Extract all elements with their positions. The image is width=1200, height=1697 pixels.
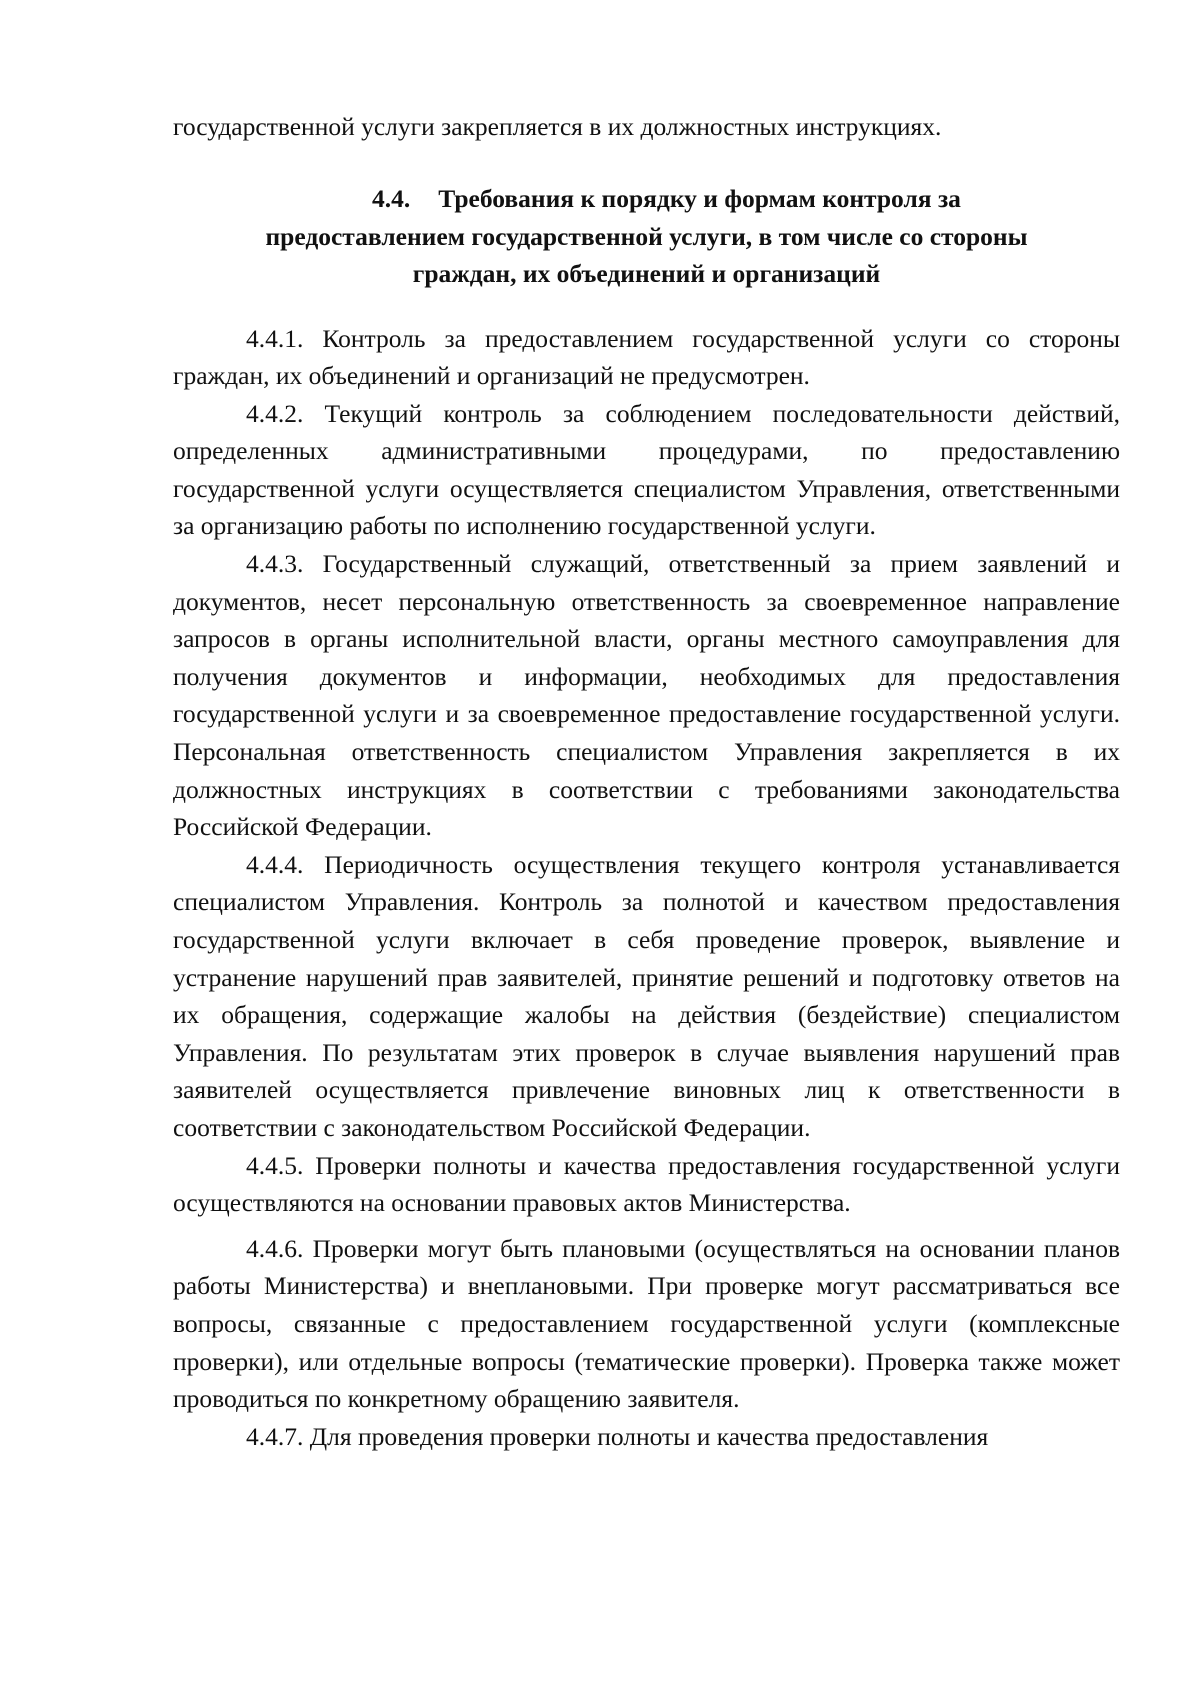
paragraph-4-4-6: 4.4.6. Проверки могут быть плановыми (осуществляться на основании планов работы Министерства) и внеплановыми. При проверке могут рассматриваться все вопросы, связанные с предоставлением государственной услуги (комплексные проверки), или отдельные вопросы (тематические проверки). Проверка также может проводиться по конкретному обращению заявителя. [173, 1233, 1120, 1414]
heading-line-2: предоставлением государственной услуги, в том числе со стороны [265, 221, 1028, 251]
heading-line-1 [173, 180, 1120, 218]
paragraph-4-4-4: 4.4.4. Периодичность осуществления текущего контроля устанавливается специалистом Управления. Контроль за полнотой и качеством предоставления государственной услуги включает в себя проведение проверок, выявление и устранение нарушений прав заявителей, принятие решений и подготовку ответов на их обращения, содержащие жалобы на действия (бездействие) специалистом Управления. По результатам этих проверок в случае выявления нарушений прав заявителей осуществляется привлечение виновных лиц к ответственности в соответствии с законодательством Российской Федерации. [173, 849, 1120, 1142]
heading-text-1: Требования к порядку и формам контроля за [438, 184, 961, 213]
paragraph-4-4-7: 4.4.7. Для проведения проверки полноты и качества предоставления [246, 1421, 989, 1451]
section-heading [173, 180, 1120, 293]
paragraph-4-4-3: 4.4.3. Государственный служащий, ответственный за прием заявлений и документов, несет персональную ответственность за своевременное направление запросов в органы исполнительной власти, органы местного самоуправления для получения документов и информации, необходимых для предоставления государственной услуги и за своевременное предоставление государственной услуги. Персональная ответственность специалистом Управления закрепляется в их должностных инструкциях в соответствии с требованиями законодательства Российской Федерации. [173, 549, 1120, 842]
continuation-line: государственной услуги закрепляется в их должностных инструкциях. [173, 112, 942, 141]
paragraph-4-4-1: 4.4.1. Контроль за предоставлением государственной услуги со стороны граждан, их объединений и организаций не предусмотрен. [173, 323, 1120, 391]
paragraph-4-4-5: 4.4.5. Проверки полноты и качества предоставления государственной услуги осуществляются на основании правовых актов Министерства. [173, 1150, 1120, 1218]
heading-line-3: граждан, их объединений и организаций [412, 259, 881, 288]
section-number: 4.4. [372, 184, 411, 213]
paragraph-4-4-2: 4.4.2. Текущий контроль за соблюдением последовательности действий, определенных административными процедурами, по предоставлению государственной услуги осуществляется специалистом Управления, ответственными за организацию работы по исполнению государственной услуги. [173, 398, 1120, 541]
document-page [173, 108, 1120, 1455]
